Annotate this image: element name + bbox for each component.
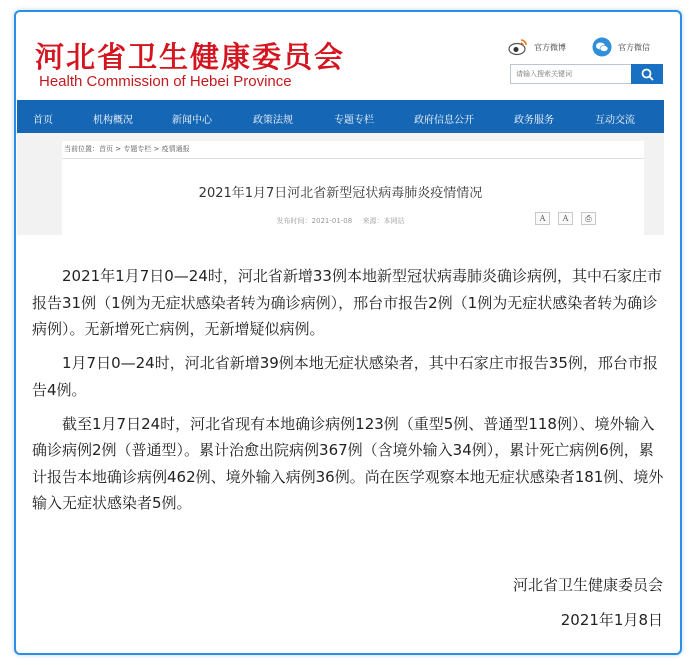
print-button[interactable]: ⎙ bbox=[581, 212, 596, 225]
article-tools bbox=[535, 212, 596, 225]
nav-item-policy[interactable]: 政策法规 bbox=[253, 115, 293, 126]
paragraph: 2021年1月7日0—24时，河北省新增33例本地新型冠状病毒肺炎确诊病例，其中石家庄市报告31例（1例为无症状感染者转为确诊病例），邢台市报告2例（1例为无症状感染者转为确诊病例）。无新增死亡病例，无新增疑似病例。 bbox=[32, 267, 662, 338]
search-box bbox=[510, 64, 663, 84]
divider bbox=[62, 158, 644, 159]
wechat-label: 官方微信 bbox=[618, 42, 650, 52]
site-logo-english[interactable]: Health Commission of Hebei Province bbox=[39, 73, 292, 90]
article-body bbox=[32, 263, 664, 524]
article-source: 来源：本网站 bbox=[362, 217, 405, 225]
signature-date: 2021年1月8日 bbox=[560, 611, 663, 629]
site-header bbox=[17, 13, 664, 100]
wechat-icon bbox=[592, 37, 612, 57]
nav-item-topics[interactable]: 专题专栏 bbox=[334, 115, 374, 126]
website-screenshot bbox=[17, 13, 664, 235]
weibo-link[interactable] bbox=[508, 37, 566, 57]
signature-org: 河北省卫生健康委员会 bbox=[512, 576, 663, 594]
search-icon bbox=[641, 68, 654, 81]
nav-item-interaction[interactable]: 互动交流 bbox=[595, 115, 635, 126]
font-increase-button[interactable]: A bbox=[558, 212, 573, 225]
breadcrumb[interactable]: 当前位置：首页 > 专题专栏 > 疫情通报 bbox=[64, 145, 190, 153]
weibo-icon bbox=[508, 37, 528, 57]
nav-item-services[interactable]: 政务服务 bbox=[514, 115, 554, 126]
search-button[interactable] bbox=[631, 64, 663, 84]
nav-item-about[interactable]: 机构概况 bbox=[93, 115, 133, 126]
search-input[interactable] bbox=[510, 64, 631, 84]
paragraph: 1月7日0—24时，河北省新增39例本地无症状感染者，其中石家庄市报告35例，邢台市报告4例。 bbox=[32, 354, 658, 399]
site-logo-chinese[interactable]: 河北省卫生健康委员会 bbox=[35, 40, 346, 74]
nav-item-news[interactable]: 新闻中心 bbox=[172, 115, 212, 126]
nav-item-gov-info[interactable]: 政府信息公开 bbox=[414, 115, 474, 126]
paragraph: 截至1月7日24时，河北省现有本地确诊病例123例（重型5例、普通型118例）、境外输入确诊病例2例（普通型）。累计治愈出院病例367例（含境外输入34例），累计死亡病例6例，累计报告本地确诊病例462例、境外输入病例36例。尚在医学观察本地无症状感染者181例、境外输入无症状感染者5例。 bbox=[32, 414, 664, 512]
weibo-label: 官方微博 bbox=[534, 42, 566, 52]
wechat-link[interactable] bbox=[592, 37, 650, 57]
nav-item-home[interactable]: 首页 bbox=[33, 115, 53, 126]
main-nav bbox=[17, 100, 664, 133]
page-title: 2021年1月7日河北省新型冠状病毒肺炎疫情情况 bbox=[198, 186, 483, 201]
publish-time: 发布时间：2021-01-08 bbox=[276, 217, 353, 225]
font-decrease-button[interactable]: A bbox=[535, 212, 550, 225]
